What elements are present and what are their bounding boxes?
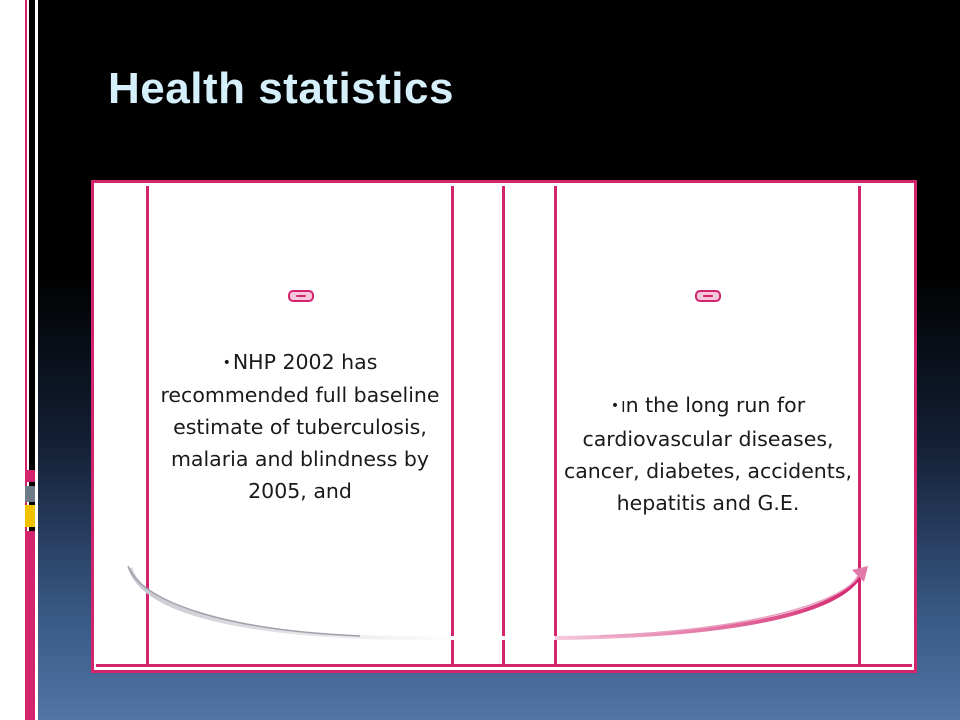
card-right-lead: I: [621, 398, 626, 416]
slide-title: Health statistics: [108, 64, 454, 113]
pill-icon-right: [695, 290, 721, 302]
card-text-right: [562, 389, 854, 519]
card-text-left: [152, 346, 448, 507]
pill-icon-left: [288, 290, 314, 302]
card-left-text: NHP 2002 has recommended full baseline estimate of tuberculosis, malaria and blindness by 2005, and: [160, 350, 440, 503]
card-right-text: n the long run for cardiovascular diseases, cancer, diabetes, accidents, hepatitis and G.E.: [563, 393, 853, 515]
bullet-right: •: [610, 398, 620, 414]
bullet-left: •: [222, 355, 231, 371]
